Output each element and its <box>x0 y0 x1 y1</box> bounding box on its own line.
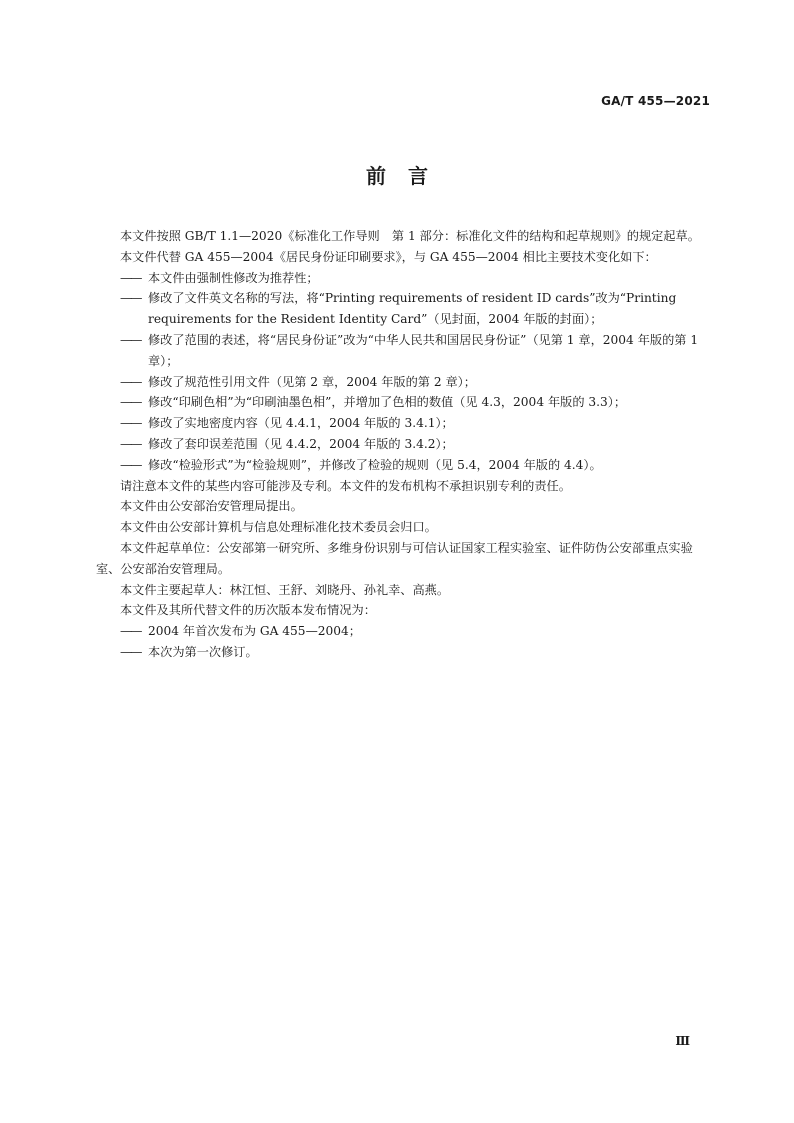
paragraph-text: 请注意本文件的某些内容可能涉及专利。本文件的发布机构不承担识别专利的责任。 <box>120 478 571 493</box>
paragraph-proposer <box>96 496 708 517</box>
dash-marker: —— <box>120 395 141 410</box>
change-item <box>96 392 708 413</box>
change-item <box>96 434 708 455</box>
paragraph-committee <box>96 517 708 538</box>
paragraph-drafting-units <box>96 538 708 580</box>
change-item <box>96 372 708 393</box>
change-item <box>96 330 708 372</box>
dash-marker: —— <box>120 644 141 659</box>
history-item <box>96 642 708 663</box>
change-item <box>96 268 708 289</box>
history-item <box>96 621 708 642</box>
dash-marker: —— <box>120 291 141 306</box>
change-text: 修改“检验形式”为“检验规则”，并修改了检验的规则（见 5.4，2004 年版的 4.4）。 <box>148 457 602 472</box>
paragraph-text: 本文件及其所代替文件的历次版本发布情况为： <box>120 603 376 618</box>
paragraph-drafting-rules <box>96 226 708 247</box>
change-text: 修改了规范性引用文件（见第 2 章，2004 年版的第 2 章）； <box>148 374 476 389</box>
change-text: 修改“印刷色相”为“印刷油墨色相”，并增加了色相的数值（见 4.3，2004 年版的 3.3）； <box>148 395 627 410</box>
foreword-body <box>96 226 708 663</box>
paragraph-text: 本文件由公安部计算机与信息处理标准化技术委员会归口。 <box>120 520 437 535</box>
change-text: 本文件由强制性修改为推荐性； <box>148 270 319 285</box>
page-number: Ⅲ <box>675 1034 690 1048</box>
change-item <box>96 288 708 330</box>
change-text: 修改了实地密度内容（见 4.4.1，2004 年版的 3.4.1）； <box>148 416 454 431</box>
standard-code: GA/T 455—2021 <box>601 94 710 108</box>
dash-marker: —— <box>120 624 141 639</box>
page-title: 前言 <box>366 164 450 188</box>
paragraph-text: 本文件起草单位：公安部第一研究所、多维身份识别与可信认证国家工程实验室、证件防伪公安部重点实验室、公安部治安管理局。 <box>96 540 693 576</box>
dash-marker: —— <box>120 270 141 285</box>
paragraph-patent-notice <box>96 476 708 497</box>
history-text: 本次为第一次修订。 <box>148 644 258 659</box>
dash-marker: —— <box>120 374 141 389</box>
paragraph-version-history <box>96 600 708 621</box>
dash-marker: —— <box>120 416 141 431</box>
change-item <box>96 455 708 476</box>
paragraph-text: 本文件按照 GB/T 1.1—2020《标准化工作导则 第 1 部分：标准化文件的结构和起草规则》的规定起草。 <box>120 229 700 243</box>
paragraph-text: 本文件主要起草人：林江恒、王舒、刘晓丹、孙礼幸、高燕。 <box>120 582 450 597</box>
dash-marker: —— <box>120 332 141 347</box>
change-text: 修改了范围的表述，将“居民身份证”改为“中华人民共和国居民身份证”（见第 1 章，2004 年版的第 1 章）； <box>148 332 699 368</box>
change-text: 修改了套印误差范围（见 4.4.2，2004 年版的 3.4.2）； <box>148 436 454 451</box>
history-text: 2004 年首次发布为 GA 455—2004； <box>148 624 361 639</box>
change-item <box>96 413 708 434</box>
paragraph-replaces <box>96 247 708 268</box>
paragraph-text: 本文件由公安部治安管理局提出。 <box>120 499 303 514</box>
paragraph-text: 本文件代替 GA 455—2004《居民身份证印刷要求》，与 GA 455—2004 相比主要技术变化如下： <box>120 249 657 264</box>
paragraph-drafters <box>96 580 708 601</box>
change-text: 修改了文件英文名称的写法，将“Printing requirements of resident ID cards”改为“Printing requirements for the Resident Identity Card”（见封面，2004 年版的封面）； <box>148 291 677 327</box>
dash-marker: —— <box>120 436 141 451</box>
dash-marker: —— <box>120 457 141 472</box>
